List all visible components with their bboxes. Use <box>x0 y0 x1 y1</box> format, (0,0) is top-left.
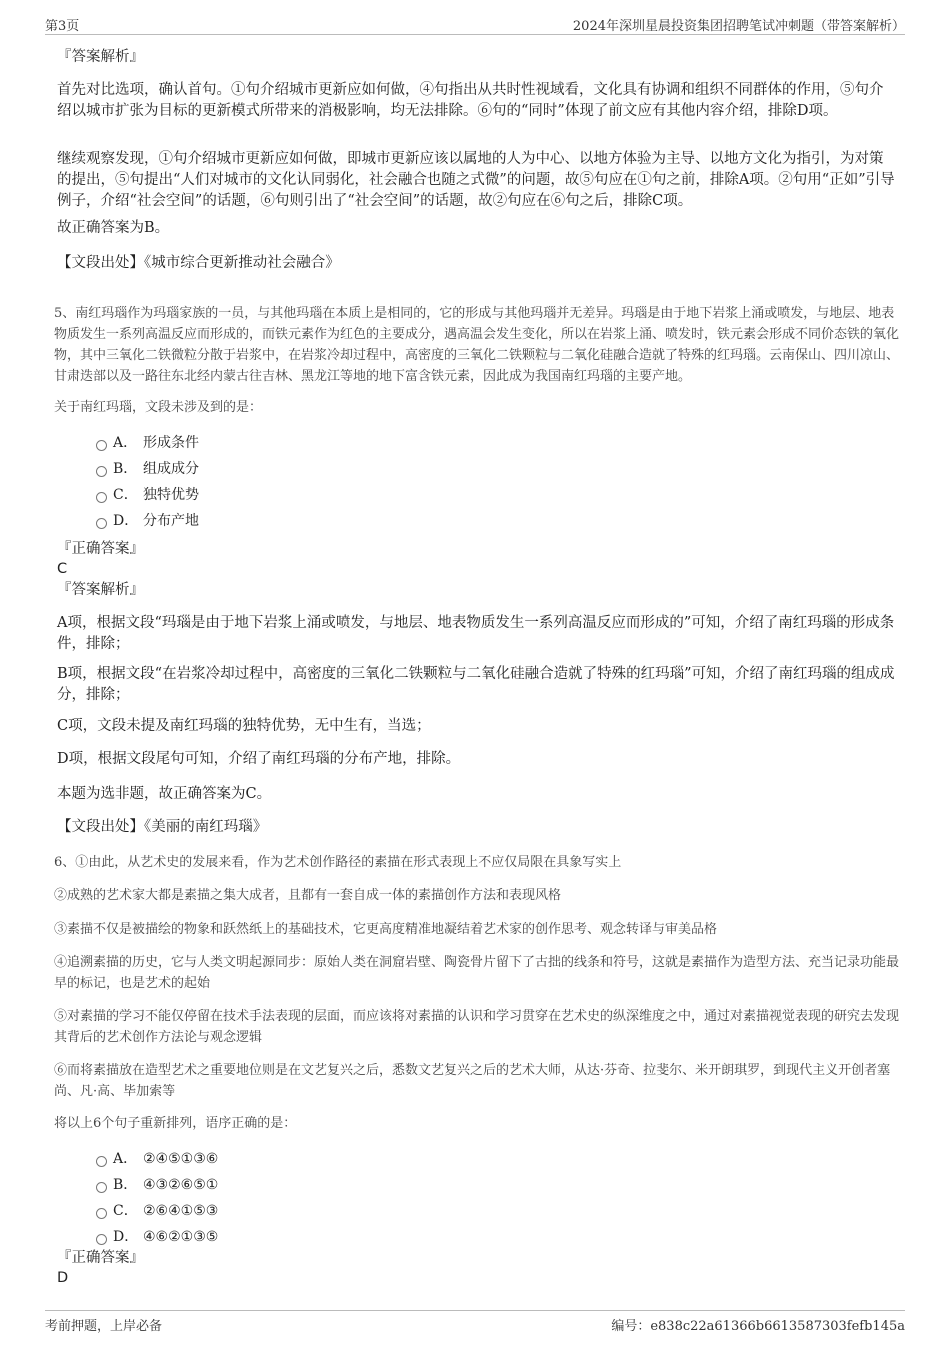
q6-sentence-4: ④追溯素描的历史，它与人类文明起源同步：原始人类在洞窟岩壁、陶瓷骨片留下了古拙的线条和符号，这就是素描作为造型方法、充当记录功能最早的标记，也是艺术的起始 <box>54 955 900 991</box>
q6-option-c[interactable]: C． ②⑥④①⑤③ <box>96 1201 218 1221</box>
radio-icon[interactable] <box>96 518 107 529</box>
q5-answer-label: 『正确答案』 <box>57 541 144 557</box>
q5-analysis-a: A项，根据文段“玛瑙是由于地下岩浆上涌或喷发，与地层、地表物质发生一系列高温反应而形成的”可知，介绍了南红玛瑙的形成条件，排除； <box>57 615 895 652</box>
page-number: 第3页 <box>45 19 80 34</box>
q5-answer: C <box>57 561 68 577</box>
q6-option-a[interactable]: A． ②④⑤①③⑥ <box>96 1149 218 1169</box>
radio-icon[interactable] <box>96 1156 107 1167</box>
q6-answer: D <box>57 1270 69 1286</box>
q5-passage: 5、南红玛瑙作为玛瑙家族的一员，与其他玛瑙在本质上是相同的，它的形成与其他玛瑙并无差异。玛瑙是由于地下岩浆上涌或喷发，与地层、地表物质发生一系列高温反应而形成的，而铁元素作为红色的主要成分，遇高温会发生变化，所以在岩浆上涌、喷发时，铁元素会形成不同价态铁的氧化物，其中三氧化二铁微粒分散于岩浆中，在岩浆冷却过程中，高密度的三氧化二铁颗粒与二氧化硅融合造就了特殊的红玛瑙。云南保山、四川凉山、甘肃迭部以及一路往东北经内蒙古往吉林、黑龙江等地的地下富含铁元素，因此成为我国南红玛瑙的主要产地。 <box>54 306 900 384</box>
q4-analysis-label: 『答案解析』 <box>57 49 144 65</box>
q5-option-c[interactable]: C． 独特优势 <box>96 485 199 505</box>
q4-source: 【文段出处】《城市综合更新推动社会融合》 <box>57 255 340 271</box>
q6-sentence-1: 6、①由此，从艺术史的发展来看，作为艺术创作路径的素描在形式表现上不应仅局限在具象写实上 <box>54 855 622 870</box>
q6-answer-label: 『正确答案』 <box>57 1250 144 1266</box>
q6-option-d[interactable]: D． ④⑥②①③⑤ <box>96 1227 218 1247</box>
q4-analysis-p3: 故正确答案为B。 <box>57 220 170 236</box>
footer-slogan: 考前押题，上岸必备 <box>45 1319 163 1334</box>
q4-analysis-p1: 首先对比选项，确认首句。①句介绍城市更新应如何做，④句指出从共时性视域看，文化具有协调和组织不同群体的作用，⑤句介绍以城市扩张为目标的更新模式所带来的消极影响，均无法排除。⑥句的“同时”体现了前文应有其他内容介绍，排除D项。 <box>57 82 884 119</box>
q4-analysis-p2: 继续观察发现，①句介绍城市更新应如何做，即城市更新应该以属地的人为中心、以地方体验为主导、以地方文化为指引，为对策的提出，⑤句提出“人们对城市的文化认同弱化，社会融合也随之式微”的问题，故⑤句应在①句之前，排除A项。②句用“正如”引导例子，介绍“社会空间”的话题，⑥句则引出了“社会空间”的话题，故②句应在⑥句之后，排除C项。 <box>57 151 895 209</box>
q6-sentence-2: ②成熟的艺术家大都是素描之集大成者，且都有一套自成一体的素描创作方法和表现风格 <box>54 888 562 903</box>
radio-icon[interactable] <box>96 440 107 451</box>
q5-option-a[interactable]: A． 形成条件 <box>96 433 199 453</box>
q5-question: 关于南红玛瑙，文段未涉及到的是： <box>54 400 263 415</box>
q6-option-b[interactable]: B． ④③②⑥⑤① <box>96 1175 218 1195</box>
q5-conclusion: 本题为选非题，故正确答案为C。 <box>57 786 272 802</box>
document-id: 编号：e838c22a61366b6613587303fefb145a <box>611 1319 905 1334</box>
q6-question: 将以上6个句子重新排列，语序正确的是： <box>54 1116 297 1131</box>
q5-source: 【文段出处】《美丽的南红玛瑙》 <box>57 819 268 835</box>
radio-icon[interactable] <box>96 1208 107 1219</box>
page-footer <box>45 1310 905 1335</box>
q6-sentence-6: ⑥而将素描放在造型艺术之重要地位则是在文艺复兴之后，悉数文艺复兴之后的艺术大师，从达·芬奇、拉斐尔、米开朗琪罗，到现代主义开创者塞尚、凡·高、毕加索等 <box>54 1063 891 1099</box>
q5-analysis-b: B项，根据文段“在岩浆冷却过程中，高密度的三氧化二铁颗粒与二氧化硅融合造就了特殊的红玛瑙”可知，介绍了南红玛瑙的组成成分，排除； <box>57 666 895 703</box>
q5-analysis-c: C项，文段未提及南红玛瑙的独特优势，无中生有，当选； <box>57 718 431 734</box>
q5-option-b[interactable]: B． 组成成分 <box>96 459 199 479</box>
q5-option-d[interactable]: D． 分布产地 <box>96 511 199 531</box>
radio-icon[interactable] <box>96 492 107 503</box>
radio-icon[interactable] <box>96 466 107 477</box>
q6-sentence-5: ⑤对素描的学习不能仅停留在技术手法表现的层面，而应该将对素描的认识和学习贯穿在艺术史的纵深维度之中，通过对素描视觉表现的研究去发现其背后的艺术创作方法论与观念逻辑 <box>54 1009 900 1045</box>
q5-analysis-d: D项，根据文段尾句可知，介绍了南红玛瑙的分布产地，排除。 <box>57 751 461 767</box>
page-header <box>45 12 905 35</box>
radio-icon[interactable] <box>96 1234 107 1245</box>
radio-icon[interactable] <box>96 1182 107 1193</box>
q5-analysis-label: 『答案解析』 <box>57 582 144 598</box>
q6-sentence-3: ③素描不仅是被描绘的物象和跃然纸上的基础技术，它更高度精准地凝结着艺术家的创作思考、观念转译与审美品格 <box>54 922 718 937</box>
document-title: 2024年深圳星晨投资集团招聘笔试冲刺题（带答案解析） <box>572 19 905 34</box>
